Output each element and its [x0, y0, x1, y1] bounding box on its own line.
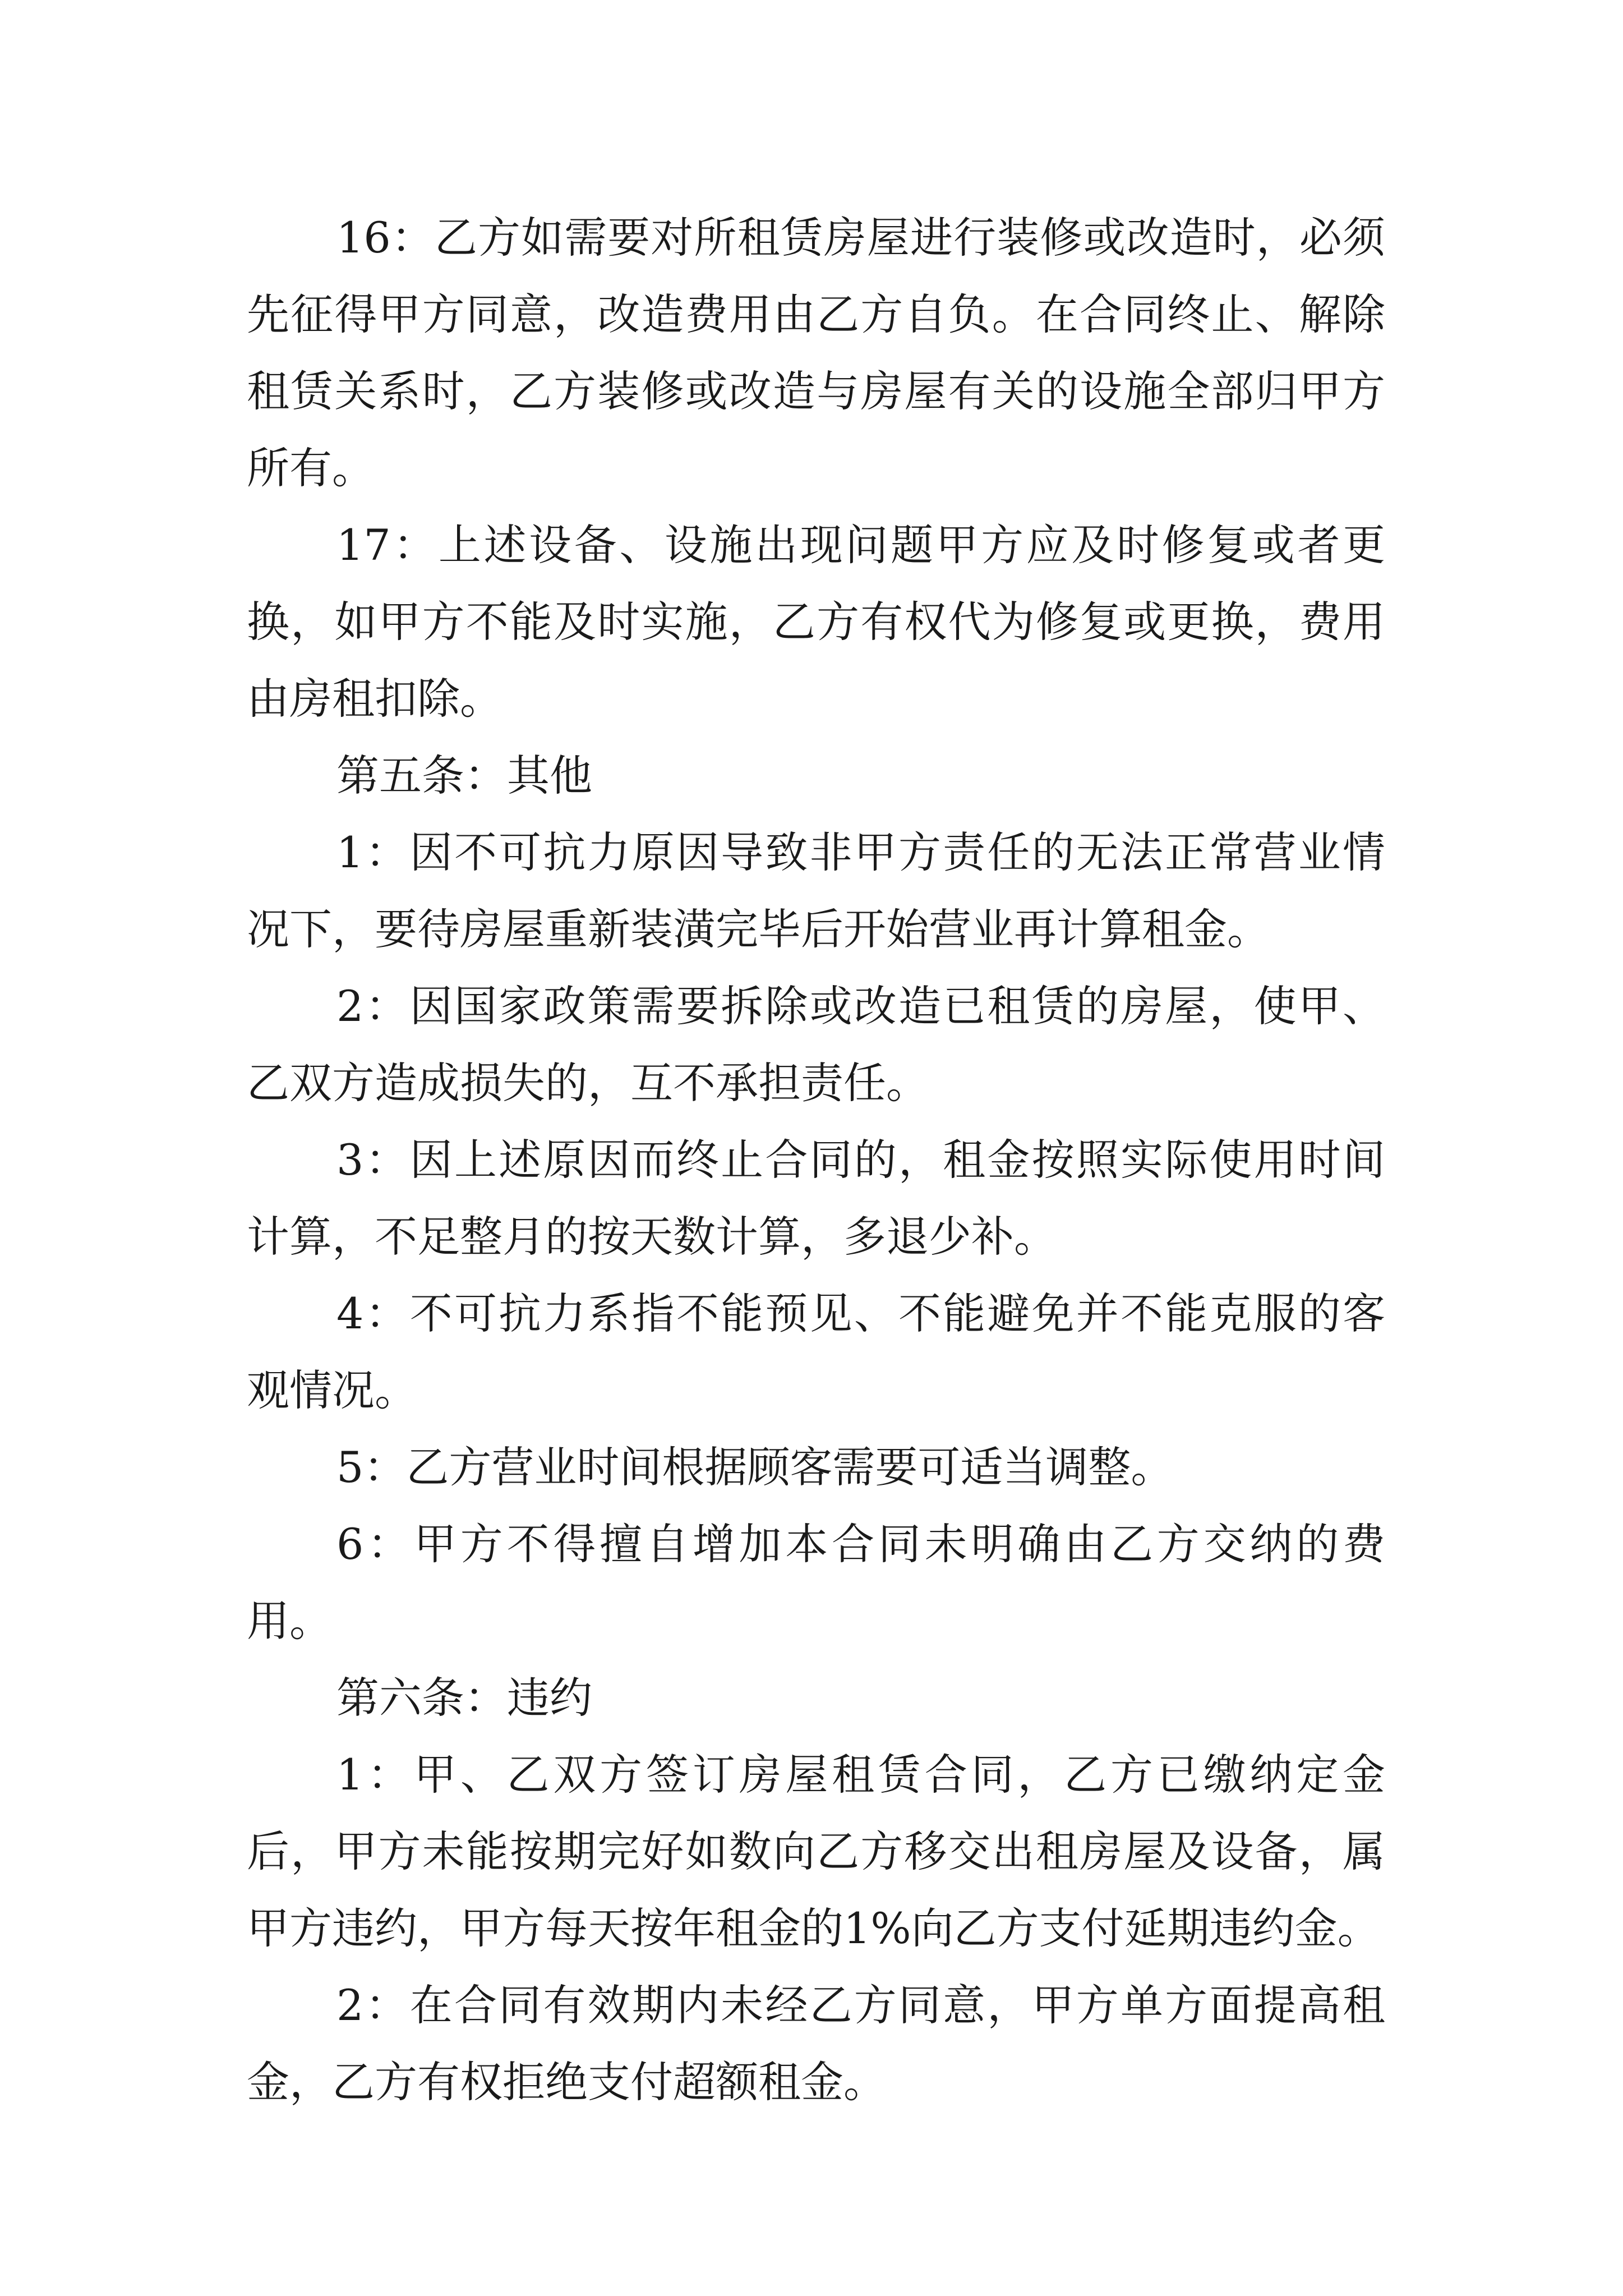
document-body [247, 199, 1385, 2120]
article-6-clause-2: 2：在合同有效期内未经乙方同意，甲方单方面提高租金，乙方有权拒绝支付超额租金。 [247, 1980, 1385, 2107]
article-6-clause-1: 1：甲、乙双方签订房屋租赁合同，乙方已缴纳定金后，甲方未能按期完好如数向乙方移交出租房屋及设备，属甲方违约，甲方每天按年租金的1%向乙方支付延期违约金。 [247, 1750, 1385, 1953]
article-5-clause-2: 2：因国家政策需要拆除或改造已租赁的房屋，使甲、乙双方造成损失的，互不承担责任。 [247, 981, 1385, 1108]
article-5-clause-1: 1：因不可抗力原因导致非甲方责任的无法正常营业情况下，要待房屋重新装潢完毕后开始营业再计算租金。 [247, 827, 1385, 954]
clause-17: 17：上述设备、设施出现问题甲方应及时修复或者更换，如甲方不能及时实施，乙方有权代为修复或更换，费用由房租扣除。 [247, 520, 1385, 724]
section-heading-article-5: 第五条：其他 [336, 751, 592, 800]
article-5-clause-4: 4：不可抗力系指不能预见、不能避免并不能克服的客观情况。 [247, 1289, 1385, 1415]
article-5-clause-5: 5：乙方营业时间根据顾客需要可适当调整。 [336, 1442, 1174, 1492]
article-5-clause-6: 6：甲方不得擅自增加本合同未明确由乙方交纳的费用。 [247, 1519, 1385, 1646]
section-heading-article-6: 第六条：违约 [336, 1673, 592, 1723]
clause-16: 16：乙方如需要对所租赁房屋进行装修或改造时，必须先征得甲方同意，改造费用由乙方自负。在合同终止、解除租赁关系时，乙方装修或改造与房屋有关的设施全部归甲方所有。 [247, 213, 1385, 493]
article-5-clause-3: 3：因上述原因而终止合同的，租金按照实际使用时间计算，不足整月的按天数计算，多退少补。 [247, 1135, 1385, 1262]
